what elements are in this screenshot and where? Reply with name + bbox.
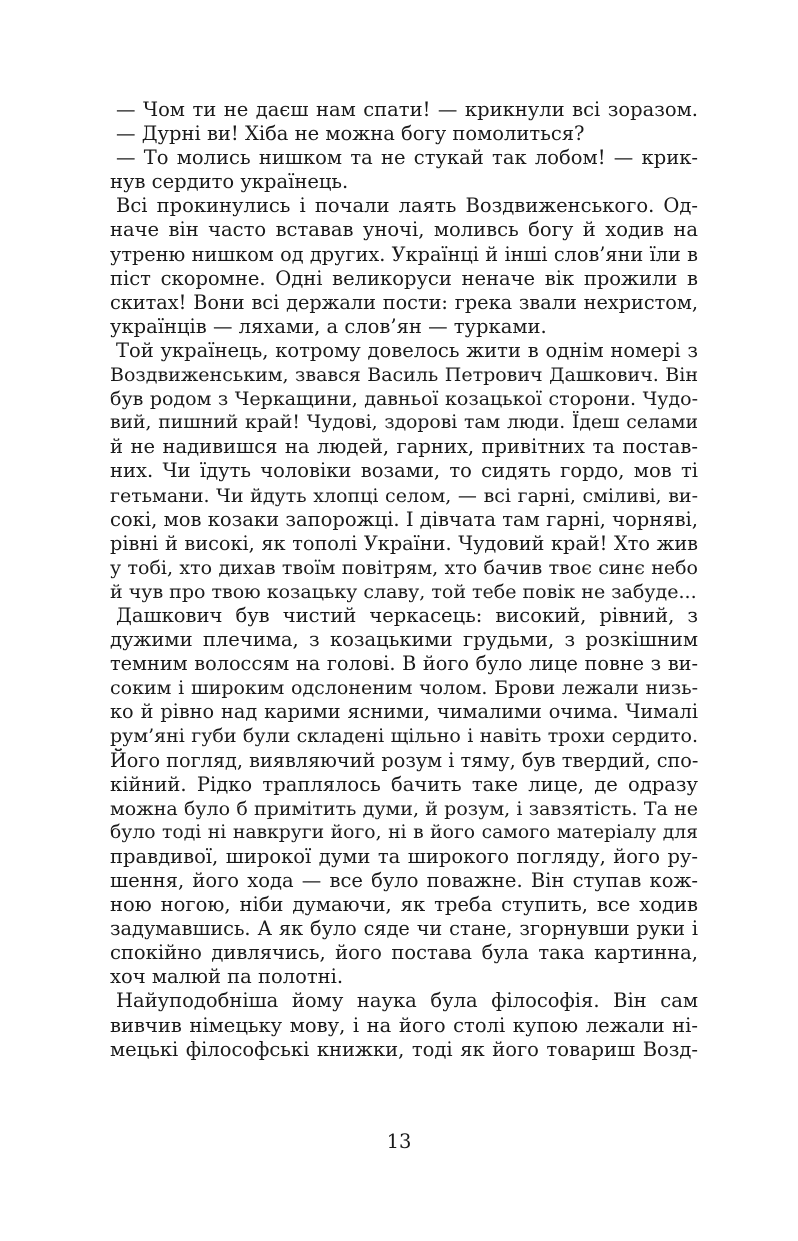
text-line: задумавшись. А як було сяде чи стане, згорнувши руки і [110,917,698,941]
text-line: хоч малюй па полотні. [110,965,344,989]
text-line: можна було б примітить думи, й розум, і завзятість. Та не [110,797,698,820]
text-line: піст скоромне. Одні великоруси неначе вік прожили в [110,266,698,290]
text-line: вивчив німецьку мову, і на його столі купою лежали ні- [110,1013,698,1037]
body-text [110,98,698,1062]
text-line: нув сердито українець. [110,170,349,194]
text-line: українців — ляхами, а слов’ян — турками. [110,314,547,338]
text-line: дужими плечима, з козацькими грудьми, з розкішним [110,628,698,652]
text-line: соким і широким одслоненим чолом. Брови лежали низь- [110,677,698,700]
text-line: них. Чи їдуть чоловіки возами, то сидять гордо, мов ті [110,459,698,483]
text-line: кійний. Рідко траплялось бачить таке лице, де одразу [110,772,698,796]
text-line: темним волоссям на голові. В його було лице повне з ви- [110,652,698,676]
text-line: було тоді ні навкруги його, ні в його самого матеріалу для [110,821,698,843]
text-line: — Дурні ви! Хіба не можна богу помолиться? [116,122,585,146]
text-line: рівні й високі, як тополі України. Чудовий край! Хто жив [110,531,698,555]
text-line: гетьмани. Чи йдуть хлопці селом, — всі гарні, сміливі, ви- [110,484,698,507]
text-line: рум’яні губи були складені щільно і навіть трохи сердито. [110,725,698,748]
text-line: сокі, мов козаки запорожці. І дівчата там гарні, чорняві, [110,507,698,531]
text-line: Дашкович був чистий черкасець: високий, рівний, з [116,603,698,627]
text-line: — Чом ти не даєш нам спати! — крикнули всі зоразом. [116,98,698,121]
text-line: — То молись нишком та не стукай так лобом! — крик- [116,146,698,170]
page-number: 13 [386,1130,412,1153]
text-line: ною ногою, ніби думаючи, як треба ступить, все ходив [110,893,698,917]
text-line: Воздвиженським, звався Василь Петрович Дашкович. Він [110,364,698,387]
text-line: вий, пишний край! Чудові, здорові там люди. Їдеш селами [110,412,698,434]
text-line: Найуподобніша йому наука була філософія. Він сам [116,989,698,1013]
text-line: Всі прокинулись і почали лаять Воздвиженського. Од- [116,194,698,218]
text-line: шення, його хода — все було поважне. Він ступав кож- [110,869,698,892]
text-line: Той українець, котрому довелось жити в однім номері з [116,338,698,362]
text-line: утреню нишком од других. Українці й інші слов’яни їли в [110,242,698,266]
text-line: спокійно дивлячись, його постава була така картинна, [110,941,698,965]
text-line: ко й рівно над карими ясними, чималими очима. Чималі [110,700,698,724]
text-line: правдивої, широкої думи та широкого погляду, його ру- [110,844,698,868]
text-line: у тобі, хто дихав твоїм повітрям, хто бачив твоє синє небо [110,556,698,579]
text-line: Його погляд, виявляючий розум і тяму, був твердий, спо- [110,748,699,772]
text-line: мецькі філософські книжки, тоді як його товариш Возд- [110,1037,698,1061]
text-line: наче він часто вставав уночі, моливсь богу й ходив на [110,218,698,242]
text-line: скитах! Вони всі держали пости: грека звали нехристом, [110,290,698,314]
text-line: й не надивишся на людей, гарних, привітних та постав- [110,435,698,459]
text-line: й чув про твою козацьку славу, той тебе повік не забуде... [110,580,697,603]
text-line: був родом з Черкащини, давньої козацької сторони. Чудо- [110,388,698,411]
